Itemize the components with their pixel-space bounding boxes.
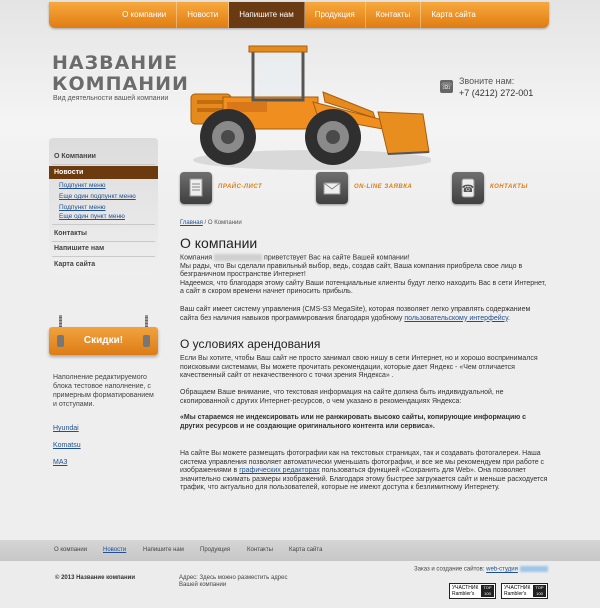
sidebar-subitem-4[interactable]: Еще один пункт меню bbox=[59, 213, 125, 220]
badge-line: УЧАСТНИК bbox=[452, 585, 479, 591]
section-title: О условиях арендования bbox=[180, 337, 321, 351]
nav-products[interactable]: Продукция bbox=[305, 2, 366, 28]
top-nav bbox=[49, 2, 549, 28]
sidebar-item-news[interactable]: Новости bbox=[49, 166, 158, 179]
graphic-editors-link[interactable]: графических редакторах bbox=[239, 467, 320, 474]
yandex-quote: «Мы стараемся не индексировать или не ранжировать высоко сайты, копирующие информацию с других ресурсов и не создающие оригинального контента или сервиса». bbox=[180, 414, 527, 430]
studio-link[interactable]: web-студия bbox=[486, 566, 518, 573]
link-hyundai[interactable]: Hyundai bbox=[53, 425, 79, 432]
copyright: © 2013 Название компании bbox=[55, 575, 136, 581]
sidebar-item-sitemap[interactable]: Карта сайта bbox=[54, 261, 96, 268]
logo[interactable] bbox=[52, 53, 192, 95]
document-icon bbox=[180, 172, 212, 204]
sidebar-divider bbox=[52, 256, 155, 257]
sidebar-divider bbox=[52, 164, 155, 165]
nav-contacts[interactable]: Контакты bbox=[366, 2, 422, 28]
envelope-icon bbox=[316, 172, 348, 204]
action-label: КОНТАКТЫ bbox=[490, 184, 528, 190]
breadcrumb-home[interactable]: Главная bbox=[180, 220, 203, 226]
badge-top: TOP 100 bbox=[533, 585, 546, 597]
intro-text: приветствует Вас на сайте Вашей компании! bbox=[264, 254, 410, 262]
made-by-text: Заказ и создание сайтов: bbox=[414, 566, 485, 573]
intro-text: Мы рады, что Вы сделали правильный выбор, ведь, создав сайт, Ваша компания приобрела свое лицо в безграничном пространстве Интернет! bbox=[180, 262, 523, 279]
breadcrumb-separator: / bbox=[204, 220, 207, 226]
logo-line-2: КОМПАНИИ bbox=[52, 73, 189, 95]
nav-about[interactable]: О компании bbox=[112, 2, 177, 28]
rambler-top100-badge[interactable] bbox=[501, 583, 548, 599]
intro-paragraph bbox=[180, 254, 550, 297]
sidebar-item-about[interactable]: О Компании bbox=[54, 153, 96, 160]
sidebar-subitem-3[interactable]: Подпункт меню bbox=[59, 204, 106, 211]
footer-nav-write-us[interactable]: Напишите нам bbox=[143, 547, 184, 553]
ui-link[interactable]: пользовательскому интерфейсу bbox=[404, 314, 508, 322]
logo-tagline: Вид деятельности вашей компании bbox=[53, 95, 169, 102]
footer-nav-products[interactable]: Продукция bbox=[200, 547, 231, 553]
footer-nav-about[interactable]: О компании bbox=[54, 547, 88, 553]
photos-paragraph bbox=[180, 450, 550, 493]
made-by bbox=[414, 566, 548, 573]
photos-text: пользоваться функцией «Сохранить для Web». Она позволяет значительно сжимать размеры изображений. Благодаря этому быстрее загружается сайт и меньше расходуется трафик, что актуально для пользователей, которые не имеют доступа к безлимитному Интернету. bbox=[180, 467, 548, 491]
unique-content-paragraph: Обращаем Ваше внимание, что текстовая информация на сайте должна быть индивидуальной, не скопированной с других Интернет-ресурсов, о чем указано в рекомендациях Яндекса: bbox=[180, 389, 504, 405]
sidebar-item-contacts[interactable]: Контакты bbox=[54, 230, 88, 237]
intro-text: Компания bbox=[180, 254, 213, 262]
footer-nav-contacts[interactable]: Контакты bbox=[247, 547, 273, 553]
phone-number: +7 (4212) 272-001 bbox=[459, 88, 534, 98]
photos-text: На сайте Вы можете размещать фотографии как на текстовых страницах, так и создавать фотогалереи. Наша система управления позволяет автоматически уменьшать фотографии, и все же мы рекомендуем при работе с изображениями в bbox=[180, 450, 545, 474]
nav-news[interactable]: Новости bbox=[177, 2, 229, 28]
address: Адрес: Здесь можно разместить адрес Вашей компании bbox=[179, 575, 288, 588]
breadcrumb bbox=[180, 220, 242, 226]
svg-text:☎: ☎ bbox=[461, 184, 475, 195]
action-label: ПРАЙС-ЛИСТ bbox=[218, 184, 263, 190]
footer-nav-sitemap[interactable]: Карта сайта bbox=[289, 547, 323, 553]
breadcrumb-current: О Компании bbox=[207, 220, 242, 226]
action-label: ON-LINE ЗАЯВКА bbox=[354, 184, 413, 190]
phone-handset-icon bbox=[452, 172, 484, 204]
sidebar-item-write-us[interactable]: Напишите нам bbox=[54, 245, 105, 252]
badge-line: УЧАСТНИК bbox=[504, 585, 531, 591]
rambler-top100-badge[interactable] bbox=[449, 583, 496, 599]
blurred-studio-name bbox=[520, 566, 548, 572]
nav-write-us[interactable]: Напишите нам bbox=[229, 2, 305, 28]
nav-sitemap[interactable]: Карта сайта bbox=[431, 10, 476, 19]
discount-banner[interactable] bbox=[49, 315, 158, 360]
sidebar-subitem-1[interactable]: Подпункт меню bbox=[59, 182, 106, 189]
online-request-button[interactable] bbox=[316, 172, 416, 206]
sidebar-divider bbox=[52, 224, 155, 225]
page-title: О компании bbox=[180, 235, 258, 251]
link-maz[interactable]: MA3 bbox=[53, 459, 68, 466]
price-list-button[interactable] bbox=[180, 172, 270, 206]
link-komatsu[interactable]: Komatsu bbox=[53, 442, 81, 449]
discount-label: Скидки! bbox=[49, 327, 158, 355]
badge-line: Rambler's bbox=[452, 591, 475, 597]
sidebar-subitem-2[interactable]: Еще один подпункт меню bbox=[59, 193, 136, 200]
seo-paragraph: Если Вы хотите, чтобы Ваш сайт не просто занимал свою нишу в сети Интернет, но и хорошо воспринимался поисковыми системами, Вы можете прочитать рекомендации, которые дает Яндекс - «Чем отличается качественный сайт от некачественного с точки зрения Яндекса» . bbox=[180, 355, 538, 379]
footer-nav-news[interactable]: Новости bbox=[103, 547, 127, 553]
phone-label: Звоните нам: bbox=[459, 76, 515, 86]
clip bbox=[143, 335, 150, 347]
sidebar-menu bbox=[49, 138, 158, 274]
intro-text: Надеемся, что благодаря этому сайту Ваши потенциальные клиенты будут легко находить Вас в сети Интернет, а сайт в скором времени начнет приносить прибыль. bbox=[180, 279, 547, 296]
clip bbox=[57, 335, 64, 347]
phone-icon: ☏ bbox=[440, 81, 453, 91]
cms-paragraph bbox=[180, 306, 550, 323]
contacts-button[interactable] bbox=[452, 172, 542, 206]
badge-top: TOP 100 bbox=[481, 585, 494, 597]
sidebar-text-block: Наполнение редактируемого блока тестовое наполнение, с примерным форматированием и отступами. bbox=[53, 374, 154, 408]
wheel-loader-illustration bbox=[183, 42, 431, 172]
blurred-company-name bbox=[214, 254, 262, 261]
badge-line: Rambler's bbox=[504, 591, 527, 597]
logo-line-1: НАЗВАНИЕ bbox=[52, 52, 179, 74]
cms-text-end: . bbox=[507, 314, 510, 322]
cms-text: Ваш сайт имеет систему управления (CMS-S3 MegaSite), которая позволяет легко управлять содержанием сайта без наличия навыков программирования благодаря удобному bbox=[180, 306, 531, 322]
